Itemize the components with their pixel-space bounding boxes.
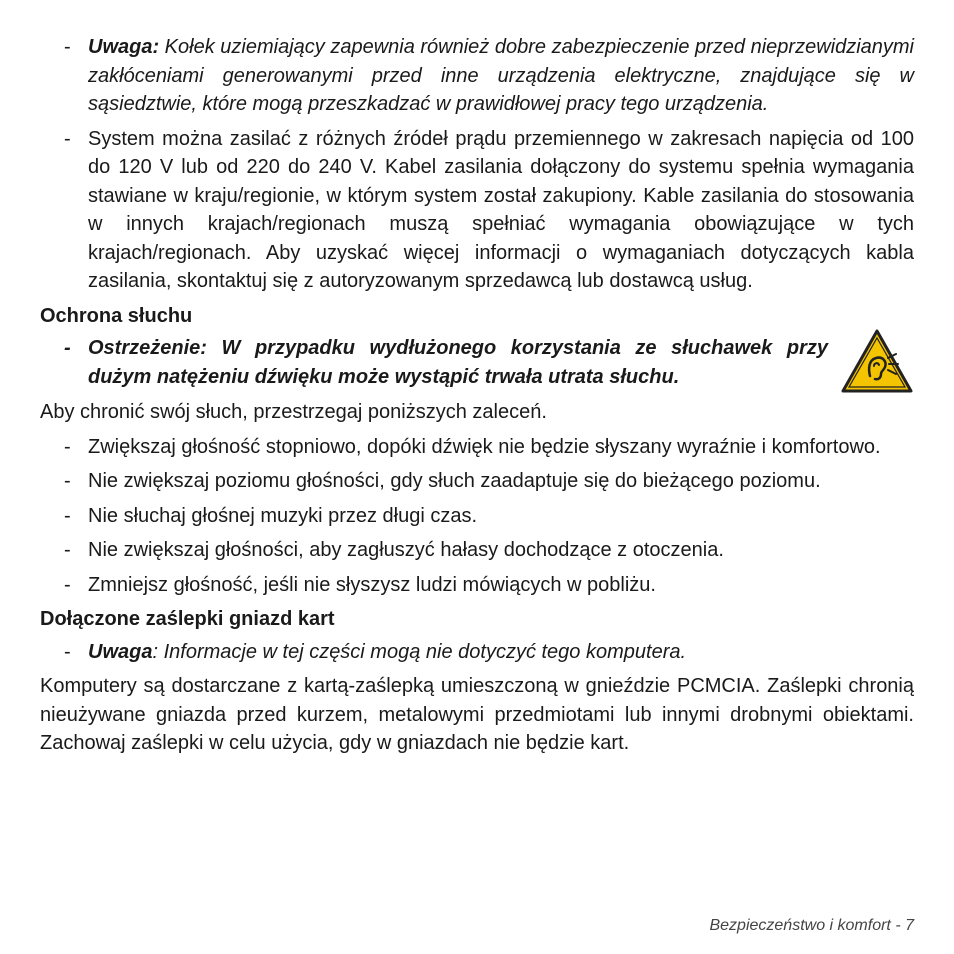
list-dash: -: [64, 470, 71, 492]
list-dash: -: [64, 573, 71, 596]
list-item-grounding-note: [40, 33, 914, 119]
hearing-item-text: Nie zwiększaj głośności, aby zagłuszyć hałasy dochodzące z otoczenia.: [88, 539, 724, 561]
list-item: [40, 502, 914, 531]
hearing-warning-triangle-icon: [840, 328, 914, 394]
hearing-intro: Aby chronić swój słuch, przestrzegaj poniższych zaleceń.: [40, 401, 547, 423]
hearing-warning-text: Ostrzeżenie: W przypadku wydłużonego korzystania ze słuchawek przy dużym natężeniu dźwięku może wystąpić trwała utrata słuchu.: [88, 337, 828, 388]
list-dash: -: [64, 127, 71, 150]
hearing-item-text: Nie słuchaj głośnej muzyki przez długi czas.: [88, 504, 478, 527]
list-item: [40, 467, 914, 496]
list-item: [40, 433, 914, 462]
list-item-power: [40, 125, 914, 296]
note-label: Uwaga: [88, 640, 153, 663]
list-dash: -: [64, 435, 71, 458]
list-dash: -: [64, 504, 71, 527]
page-footer: Bezpieczeństwo i komfort - 7: [709, 917, 914, 934]
note-text: : Informacje w tej części mogą nie dotyczyć tego komputera.: [152, 640, 687, 663]
document-page: [40, 33, 914, 764]
list-dash: -: [64, 36, 71, 58]
dummy-cards-paragraph: Komputery są dostarczane z kartą-zaślepką umieszczoną w gnieździe PCMCIA. Zaślepki chronią nieużywane gniazda przed kurzem, metalowymi przedmiotami lub innymi drobnymi obiektami. Zachowaj zaślepki w celu użycia, gdy w gniazdach nie będzie kart.: [40, 675, 914, 754]
power-text: System można zasilać z różnych źródeł prądu przemiennego w zakresach napięcia od 100 do 120 V lub od 220 do 240 V. Kabel zasilania dołączony do systemu spełnia wymagania stawiane w kraju/regionie, w którym system został zakupiony. Kable zasilania do stosowania w innych krajach/regionach muszą spełniać wymagania obowiązujące w tych krajach/regionach. Aby uzyskać więcej informacji o wymaganiach dotyczących kabla zasilania, skontaktuj się z autoryzowanym sprzedawcą lub dostawcą usług.: [88, 127, 914, 292]
hearing-item-text: Nie zwiększaj poziomu głośności, gdy słuch zaadaptuje się do bieżącego poziomu.: [88, 470, 821, 492]
hearing-warning: [40, 334, 828, 392]
hearing-warning-block: [40, 334, 914, 392]
note-text: Kołek uziemiający zapewnia również dobre zabezpieczenie przed nieprzewidzianymi zakłóceniami generowanymi przed inne urządzenia elektryczne, znajdujące się w sąsiedztwie, które mogą przeszkadzać w prawidłowej pracy tego urządzenia.: [88, 36, 914, 115]
section-heading-hearing: Ochrona słuchu: [40, 304, 193, 327]
list-dash: -: [64, 337, 71, 359]
note-label: Uwaga:: [88, 36, 160, 58]
list-item: [40, 571, 914, 600]
section-heading-dummy-cards: Dołączone zaślepki gniazd kart: [40, 608, 335, 630]
list-dash: -: [64, 640, 71, 663]
hearing-item-text: Zmniejsz głośność, jeśli nie słyszysz ludzi mówiących w pobliżu.: [88, 573, 656, 596]
list-item: [40, 536, 914, 565]
list-item-dummy-note: [40, 638, 914, 667]
list-dash: -: [64, 539, 71, 561]
hearing-item-text: Zwiększaj głośność stopniowo, dopóki dźwięk nie będzie słyszany wyraźnie i komfortowo.: [88, 435, 881, 458]
